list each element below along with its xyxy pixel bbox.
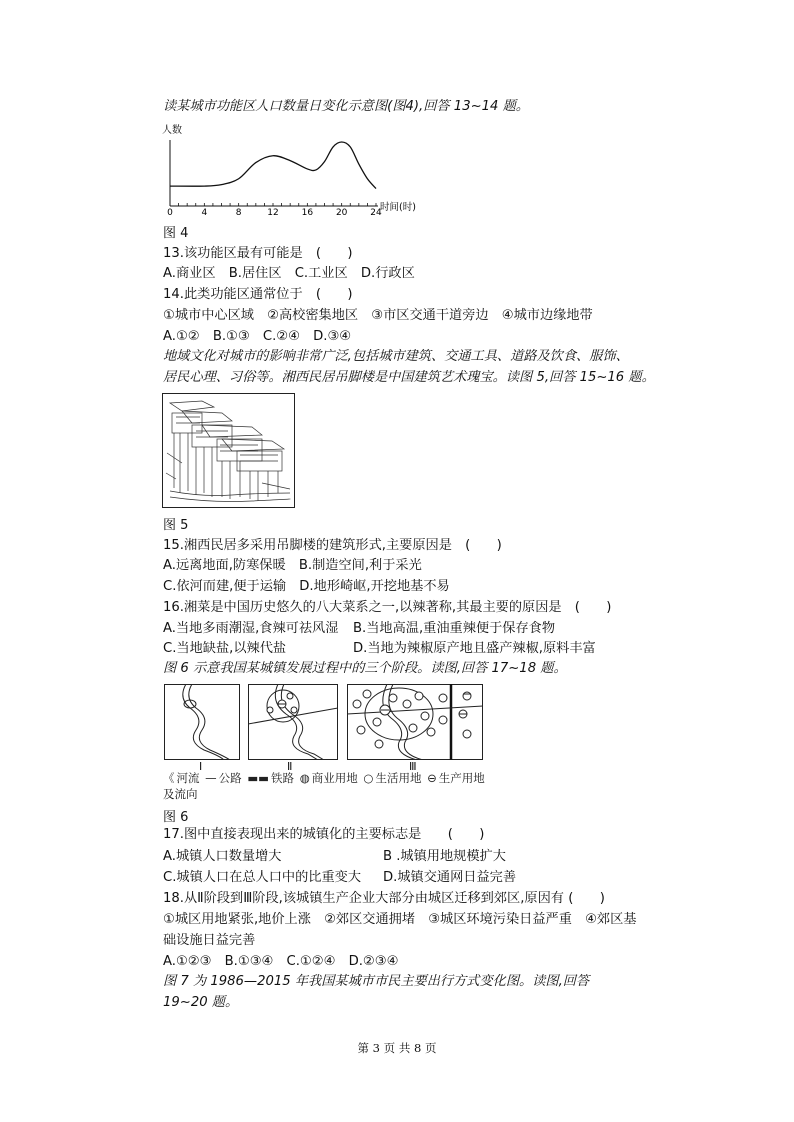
fig4-caption: 图 4 [163,226,189,241]
fig4-tick-label: 12 [267,208,279,218]
question-18-items-line1: ①城区用地紧张,地价上涨 ②郊区交通拥堵 ③城区环境污染日益严重 ④郊区基 [163,912,637,927]
fig6-stage-3-map [347,684,483,760]
question-16-option-b: B.当地高温,重油重辣便于保存食物 [353,621,556,636]
question-13-options: A.商业区 B.居住区 C.工业区 D.行政区 [163,266,415,281]
question-16-option-c: C.当地缺盐,以辣代盐 [163,641,287,656]
question-15-options-cd: C.依河而建,便于运输 D.地形崎岖,开挖地基不易 [163,579,450,594]
fig6-label-1: Ⅰ [199,760,203,773]
intro-fig6: 图 6 示意我国某城镇发展过程中的三个阶段。读图,回答 17~18 题。 [163,661,567,676]
question-15: 15.湘西民居多采用吊脚楼的建筑形式,主要原因是 ( ) [163,538,502,553]
fig4-ylabel: 人数 [162,125,182,136]
question-16: 16.湘菜是中国历史悠久的八大菜系之一,以辣著称,其最主要的原因是 ( ) [163,600,612,615]
fig4-tick-label: 0 [167,208,173,218]
intro-fig5-line1: 地域文化对城市的影响非常广泛,包括城市建筑、交通工具、道路及饮食、服饰、 [163,349,629,364]
legend-living: 生活用地 [375,771,422,785]
road-symbol-icon: — [205,771,217,785]
living-symbol-icon: ○ [363,771,374,785]
fig4-xlabel: 时间(时) [380,202,416,213]
fig4-tick-label: 20 [335,208,348,218]
fig6-label-3: Ⅲ [409,760,417,773]
page-footer: 第 3 页 共 8 页 [357,1041,437,1055]
fig4-tick-label: 16 [301,208,314,218]
fig4-series-line [170,142,376,189]
fig5-stilt-house-illustration [162,393,295,508]
fig4-chart [160,120,440,220]
fig6-label-2: Ⅱ [287,760,293,773]
question-18-items-line2: 础设施日益完善 [163,933,256,948]
fig4-tick-label: 24 [370,208,382,218]
question-17-option-a: A.城镇人口数量增大 [163,849,282,864]
fig6-stage-2-map [248,684,338,760]
commercial-symbol-icon: ◍ [299,771,310,785]
intro-fig7-line2: 19~20 题。 [163,995,239,1010]
legend-commercial: 商业用地 [311,771,358,785]
legend-production: 生产用地 [438,771,485,785]
legend-river-line2: 及流向 [163,787,198,801]
intro-fig7-line1: 图 7 为 1986—2015 年我国某城市市民主要出行方式变化图。读图,回答 [163,974,590,989]
fig6-caption: 图 6 [163,810,189,825]
question-15-options-ab: A.远离地面,防寒保暖 B.制造空间,利于采光 [163,558,422,573]
question-13: 13.该功能区最有可能是 ( ) [163,246,353,261]
question-16-option-a: A.当地多雨潮湿,食辣可祛风湿 [163,621,339,636]
question-17-option-c: C.城镇人口在总人口中的比重变大 [163,870,362,885]
legend-road: 公路 [218,771,242,785]
question-16-option-d: D.当地为辣椒原产地且盛产辣椒,原料丰富 [353,641,596,656]
fig5-caption: 图 5 [163,518,189,533]
question-17-option-d: D.城镇交通网日益完善 [383,870,517,885]
river-symbol-icon: 《 [163,771,175,785]
rail-symbol-icon: ▬▬ [247,771,270,785]
question-14-options: A.①② B.①③ C.②④ D.③④ [163,329,352,344]
fig6-stage-1-map [164,684,240,760]
question-18: 18.从Ⅱ阶段到Ⅲ阶段,该城镇生产企业大部分由城区迁移到郊区,原因有 ( ) [163,891,605,906]
legend-rail: 铁路 [271,771,295,785]
intro-fig5-line2: 居民心理、习俗等。湘西民居吊脚楼是中国建筑艺术瑰宝。读图 5,回答 15~16 题。 [163,370,655,385]
fig6-legend [163,770,487,786]
question-18-options: A.①②③ B.①③④ C.①②④ D.②③④ [163,954,399,969]
fig4-tick-label: 8 [235,208,242,218]
question-14-items: ①城市中心区域 ②高校密集地区 ③市区交通干道旁边 ④城市边缘地带 [163,308,593,323]
question-14: 14.此类功能区通常位于 ( ) [163,287,353,302]
question-17: 17.图中直接表现出来的城镇化的主要标志是 ( ) [163,827,485,842]
legend-river: 河流 [176,771,200,785]
fig4-tick-label: 4 [201,208,208,218]
intro-fig4: 读某城市功能区人口数量日变化示意图(图4),回答 13~14 题。 [163,99,529,114]
production-symbol-icon: ⊖ [427,771,437,785]
question-17-option-b: B .城镇用地规模扩大 [383,849,506,864]
